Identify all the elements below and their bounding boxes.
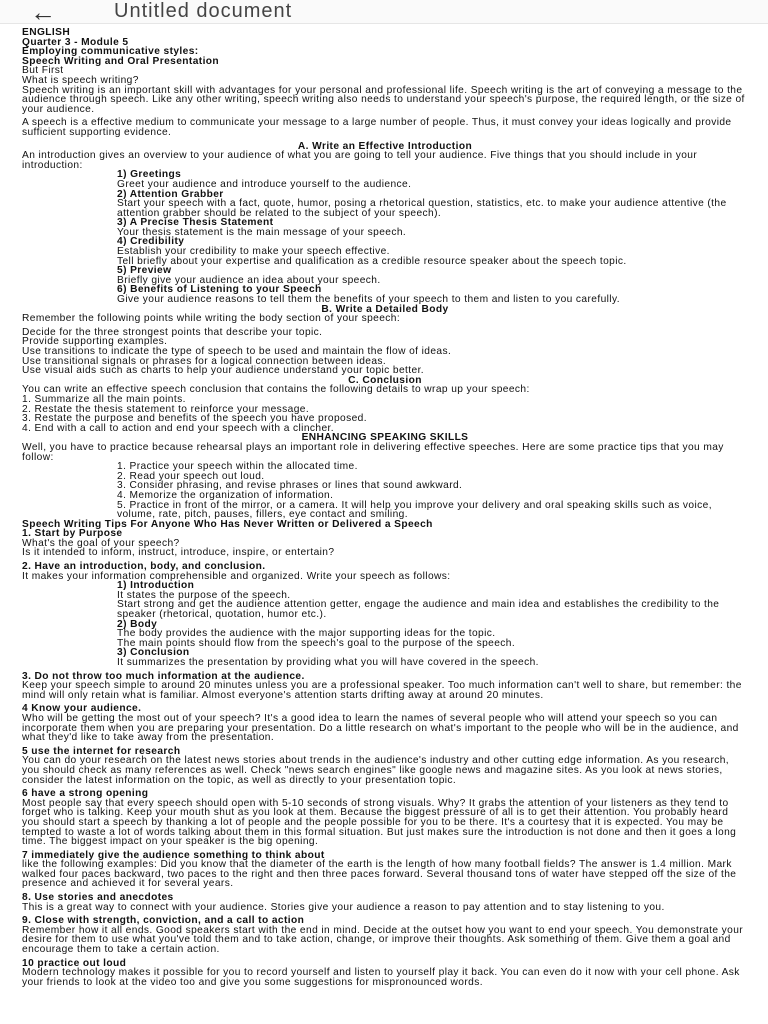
tip-heading: 3. Do not throw too much information at the audience. [22, 670, 305, 682]
list-item: 1) Greetings [117, 169, 182, 181]
paragraph: It makes your information comprehensible and organized. Write your speech as follows: [22, 570, 451, 582]
paragraph: Keep your speech simple to around 20 minutes unless you are a professional speaker. Too much information can't well to share, but remember: the mind will only retain what is familiar. Almost everyone's attention starts drifting away at around 20 minutes. [22, 680, 742, 701]
paragraph: Most people say that every speech should open with 5-10 seconds of strong visuals. Why? It grabs the attention of your listeners as they tend to forget who is talking. Keep your mouth shut as you look at them. Because the biggest pressure of all is to get their attention. You probably heard you should start a speech by thanking a lot of people and the people possible for you to be there. It's a courtesy that it is expected. You may be tempted to waste a lot of words talking about them in this formal situation. But just makes sure the introduction is not done and then it goes a long time. The biggest impact on your speaker is the big opening. [22, 797, 737, 848]
list-item: 1. Practice your speech within the allocated time. [117, 461, 358, 473]
paragraph: Remember how it all ends. Good speakers start with the end in mind. Decide at the outset how you want to end your speech. You demonstrate your desire for them to use what you've told them and to take action, change, or improve their thoughts. Ask something of them. Give them a goal and encourage them to take a certain action. [22, 924, 744, 956]
paragraph: Is it intended to inform, instruct, introduce, inspire, or entertain? [22, 547, 335, 559]
doc-heading-line: ENGLISH [22, 27, 71, 38]
tip-heading: 8. Use stories and anecdotes [22, 892, 174, 904]
list-item: Establish your credibility to make your speech effective. [117, 246, 390, 258]
list-item: Briefly give your audience an idea about your speech. [117, 274, 381, 286]
tip-heading: 2. Have an introduction, body, and conclusion. [22, 561, 266, 573]
list-item: 2. Restate the thesis statement to reinforce your message. [22, 403, 310, 415]
list-item: 5. Practice in front of the mirror, or a camera. It will help you improve your delivery and oral speaking skills such as voice, volume, rate, pitch, pauses, fillers, eye contact and smiling. [117, 499, 712, 521]
tip-heading: 7 immediately give the audience something to think about [22, 849, 325, 861]
list-item: Start strong and get the audience attention getter, engage the audience and main idea and establishes the credibility to the speaker (rhetorical, quotation, humor etc.). [117, 599, 720, 621]
title-block [22, 28, 748, 66]
list-item: 4. End with a call to action and end your speech with a clincher. [22, 422, 334, 434]
doc-heading-line: Employing communicative styles: [22, 46, 199, 58]
document-body[interactable] [0, 24, 768, 1024]
doc-heading-line: Quarter 3 - Module 5 [22, 36, 129, 48]
list-item: 3. Restate the purpose and benefits of the speech you have proposed. [22, 413, 367, 425]
top-toolbar [0, 0, 768, 27]
section-heading: C. Conclusion [348, 374, 422, 386]
list-item: 4) Credibility [117, 236, 185, 248]
paragraph: An introduction gives an overview to your audience of what you are going to tell your audience. Five things that you should include in your introduction: [22, 150, 698, 171]
speech-structure-list [22, 581, 748, 667]
tip-heading: 4 Know your audience. [22, 703, 142, 715]
doc-heading-line: Speech Writing and Oral Presentation [22, 55, 220, 67]
list-item: Use transitional signals or phrases for a logical connection between ideas. [22, 355, 387, 367]
list-item: 1) Introduction [117, 580, 195, 592]
list-item: Use transitions to indicate the type of speech to be used and maintain the flow of ideas. [22, 346, 452, 357]
list-item: 5) Preview [117, 265, 172, 277]
tip-heading: 9. Close with strength, conviction, and a call to action [22, 915, 305, 927]
list-item: 3) Conclusion [117, 647, 190, 659]
paragraph: like the following examples: Did you know that the diameter of the earth is the length of how many football fields? The answer is 1.4 million. Mark walked four paces backward, two paces to the right and then three paces forward. Several thousand tons of water have stepped off the size of the presence and achieved it for several years. [22, 859, 737, 890]
list-item: It summarizes the presentation by providing what you will have covered in the speech. [117, 657, 539, 668]
paragraph: What's the goal of your speech? [22, 537, 180, 549]
paragraph: Remember the following points while writing the body section of your speech: [22, 313, 401, 325]
back-arrow-icon[interactable]: ← [30, 0, 56, 27]
document-title[interactable]: Untitled document [114, 0, 293, 22]
practice-tips-list [22, 462, 748, 520]
list-item: 6) Benefits of Listening to your Speech [117, 284, 322, 296]
tip-heading: 1. Start by Purpose [22, 528, 123, 540]
list-item: Decide for the three strongest points that describe your topic. [22, 326, 323, 338]
section-heading: A. Write an Effective Introduction [297, 140, 473, 152]
tip-heading: 10 practice out loud [22, 957, 127, 969]
tip-heading: 5 use the internet for research [22, 745, 181, 757]
section-heading: ENHANCING SPEAKING SKILLS [301, 432, 469, 444]
paragraph: Modern technology makes it possible for you to record yourself and listen to yourself play it back. You can even do it now with your cell phone. Ask your friends to look at the video too and give you some suggestions for mispronounced words. [22, 967, 740, 988]
intro-line: What is speech writing? [22, 74, 139, 86]
list-item: 3. Consider phrasing, and revise phrases or lines that sound awkward. [117, 480, 463, 492]
list-item: 4. Memorize the organization of information. [117, 489, 334, 501]
list-item: 1. Summarize all the main points. [22, 393, 186, 405]
list-item: Greet your audience and introduce yourself to the audience. [117, 178, 412, 190]
paragraph: You can write an effective speech conclusion that contains the following details to wrap up your speech: [22, 384, 530, 396]
list-item: Provide supporting examples. [22, 336, 168, 348]
list-item: Give your audience reasons to tell them the benefits of your speech to them and listen to you carefully. [117, 294, 620, 306]
section-heading: Speech Writing Tips For Anyone Who Has Never Written or Delivered a Speech [22, 518, 433, 530]
paragraph: Who will be getting the most out of your speech? It's a good idea to learn the names of several people who will attend your speech so you can incorporate them when you are preparing your presentation. Do a little research on what's important to the people who will be in the audience, and what they'd like to take away from the presentation. [22, 712, 739, 744]
list-item: The body provides the audience with the major supporting ideas for the topic. [117, 628, 496, 640]
list-item: The main points should flow from the speech's goal to the purpose of the speech. [117, 637, 516, 649]
intro-items-list [22, 170, 748, 304]
list-item: 3) A Precise Thesis Statement [117, 217, 274, 229]
tip-heading: 6 have a strong opening [22, 788, 149, 800]
list-item: Your thesis statement is the main message of your speech. [117, 226, 407, 238]
paragraph: Well, you have to practice because rehearsal plays an important role in delivering effective speeches. Here are some practice tips that you may follow: [22, 441, 724, 463]
paragraph: Speech writing is an important skill with advantages for your personal and professional life. Speech writing is the art of conveying a message to the audience through speech. Like any other writing, speech writing also needs to understand your speech's purpose, the required length, or the size of your audience. [22, 84, 745, 115]
list-item: Use visual aids such as charts to help your audience understand your topic better. [22, 365, 425, 377]
list-item: 2. Read your speech out loud. [117, 470, 265, 482]
section-heading: B. Write a Detailed Body [321, 303, 449, 315]
paragraph: You can do your research on the latest news stories about trends in the audience's industry and other cutting edge information. As you research, you should check as many references as well. Check "news search engines" like google news and magazine sites. As you look at news stories, consider the latest information on the topic, as well as directly to your presentation topic. [22, 755, 730, 786]
intro-line: But First [22, 65, 64, 77]
paragraph: A speech is a effective medium to communicate your message to a large number of people. Thus, it must convey your ideas logically and provide sufficient supporting evidence. [22, 117, 732, 138]
list-item: Tell briefly about your expertise and qualification as a credible resource speaker about the speech topic. [117, 255, 627, 267]
list-item: 2) Attention Grabber [117, 188, 224, 200]
list-item: 2) Body [117, 618, 158, 630]
list-item: Start your speech with a fact, quote, humor, posing a rhetorical question, statistics, etc. to make your audience attentive (the attention grabber should be related to the subject of your speech). [117, 198, 727, 219]
paragraph: This is a great way to connect with your audience. Stories give your audience a reason to pay attention and to stay listening to you. [22, 901, 665, 913]
list-item: It states the purpose of the speech. [117, 589, 291, 601]
